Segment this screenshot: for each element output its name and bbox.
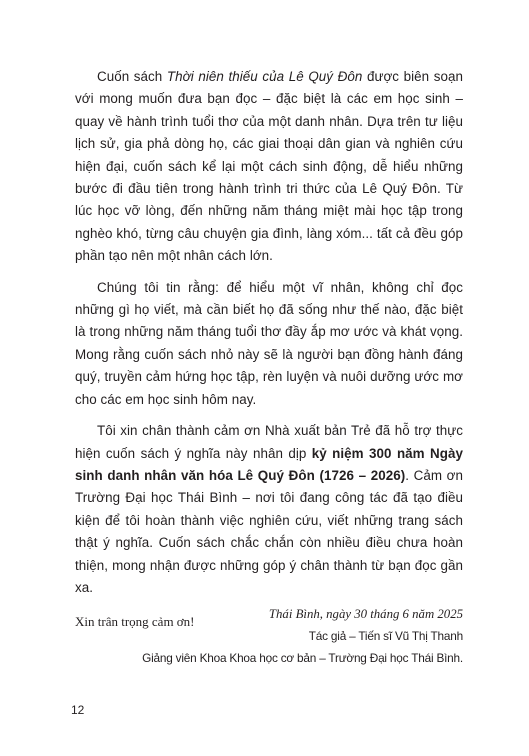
book-title: Thời niên thiếu của Lê Quý Đôn [166, 69, 363, 84]
paragraph-3-body: . Cảm ơn Trường Đại học Thái Bình – nơi tôi đang công tác đã tạo điều kiện để tôi hoàn thành việc nghiên cứu, viết những trang sách thật ý nghĩa. Cuốn sách chắc chắn còn nhiều điều chưa hoàn thiện, mong nhận được những góp ý chân thành từ bạn đọc gần xa. [75, 467, 464, 595]
place-date: Thái Bình, ngày 30 tháng 6 năm 2025 [268, 607, 463, 621]
paragraph-1-body: được biên soạn với mong muốn đưa bạn đọc – đặc biệt là các em học sinh – quay về hành trình tuổi thơ của một danh nhân. Dựa trên tư liệu lịch sử, gia phả dòng họ, các giai thoại dân gian và nghiên cứu hiện đại, cuốn sách kể lại một cách sinh động, dễ hiểu những bước đi đầu tiên trong hành trình tri thức của Lê Quý Đôn. Từ lúc học vỡ lòng, đến những năm tháng miệt mài học tập trong nghèo khó, từng câu chuyện gia đình, làng xóm... tất cả đều góp phần tạo nên một nhân cách lớn. [75, 69, 463, 264]
signoff-block [142, 603, 463, 669]
author-affiliation: Giảng viên Khoa Khoa học cơ bản – Trường Đại học Thái Bình. [142, 651, 463, 665]
paragraph-1-intro: Cuốn sách [97, 69, 167, 84]
paragraph-2: Chúng tôi tin rằng: để hiểu một vĩ nhân, không chỉ đọc những gì họ viết, mà cần biết họ đã sống như thế nào, đặc biệt là trong những năm tháng tuổi thơ đầy ắp mơ ước và khát vọng. Mong rằng cuốn sách nhỏ này sẽ là người bạn đồng hành đáng quý, truyền cảm hứng học tập, rèn luyện và nuôi dưỡng ước mơ cho các em học sinh hôm nay. [75, 279, 463, 407]
body-text [75, 66, 463, 631]
page-number: 12 [71, 703, 85, 717]
paragraph-3-intro: Tôi xin chân thành cảm ơn Nhà xuất bản Trẻ đã hỗ trợ thực hiện cuốn sách ý nghĩa này nhân dịp [75, 423, 463, 461]
paragraph-3 [75, 420, 463, 599]
author-name: Tác giả – Tiến sĩ Vũ Thị Thanh [308, 629, 463, 643]
closing-line: Xin trân trọng cảm ơn! [75, 614, 195, 630]
anniversary-highlight: kỷ niệm 300 năm Ngày sinh danh nhân văn hóa Lê Quý Đôn (1726 – 2026) [75, 445, 463, 483]
paragraph-1 [75, 66, 463, 268]
